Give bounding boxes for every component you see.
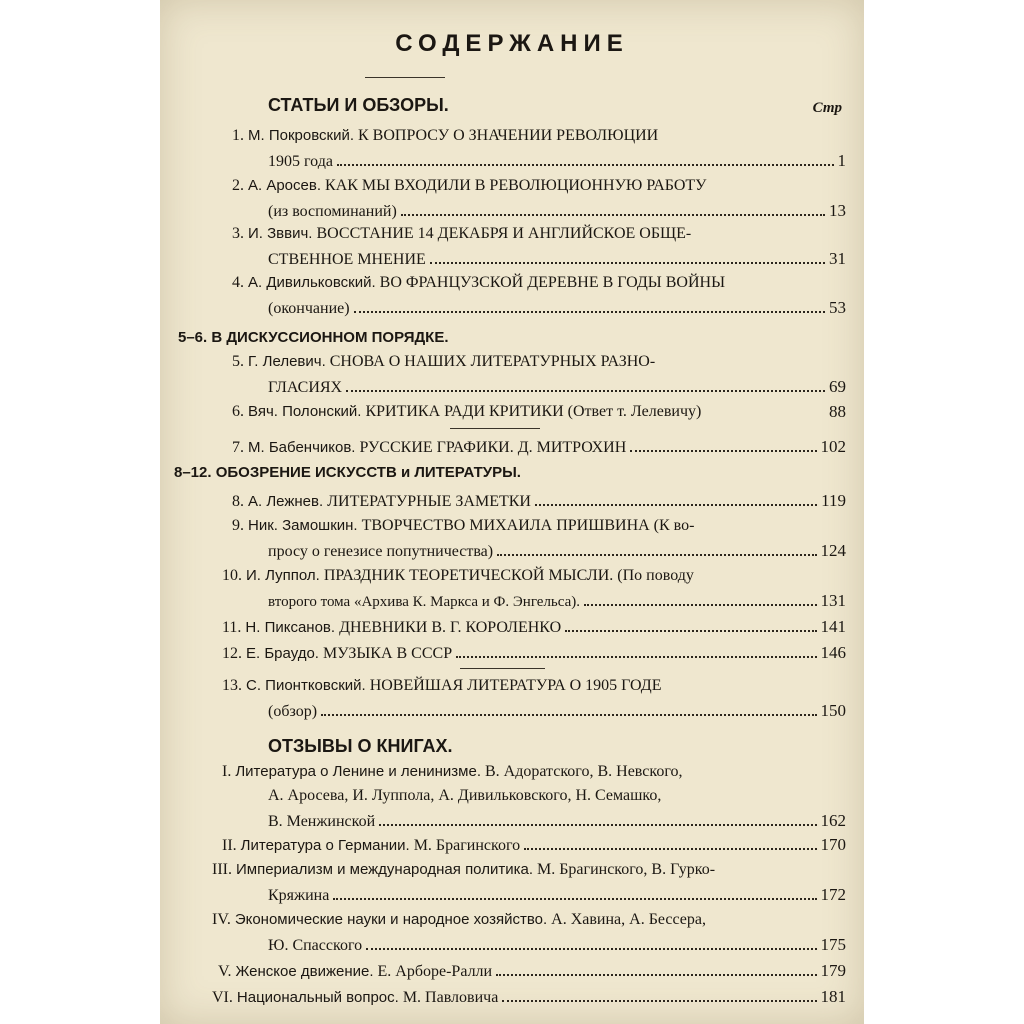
entry-title-cont: просу о генезисе попутничества) xyxy=(268,543,494,560)
review-number: I. xyxy=(222,763,232,780)
section-rule xyxy=(460,668,545,669)
toc-entry-5-line1 xyxy=(232,352,655,374)
toc-entry-10-line2 xyxy=(268,590,846,612)
leader-dots xyxy=(354,297,825,313)
entry-page: 119 xyxy=(821,491,846,510)
entry-number: 9. xyxy=(232,517,244,534)
section-arts-heading: 8–12. ОБОЗРЕНИЕ ИСКУССТВ и ЛИТЕРАТУРЫ. xyxy=(174,464,521,481)
review-authors: А. Хавина, А. Бессера, xyxy=(551,911,706,928)
review-page: 172 xyxy=(820,885,846,904)
page-column-label: Стр xyxy=(812,100,842,116)
review-page: 179 xyxy=(820,961,846,980)
entry-title: ТВОРЧЕСТВО МИХАИЛА ПРИШВИНА (К во- xyxy=(361,517,695,534)
entry-author: И. Зввич. xyxy=(248,225,313,242)
toc-entry-4-line1 xyxy=(232,273,725,295)
page-title: СОДЕРЖАНИЕ xyxy=(395,30,629,57)
entry-author: Вяч. Полонский. xyxy=(248,403,362,420)
leader-dots xyxy=(337,150,834,166)
review-topic: Империализм и международная политика. xyxy=(235,861,533,878)
entry-title: РУССКИЕ ГРАФИКИ. Д. МИТРОХИН xyxy=(359,439,627,456)
toc-entry-5-line2 xyxy=(268,376,846,398)
review-page: 170 xyxy=(820,835,846,854)
entry-page: 13 xyxy=(829,201,846,220)
entry-title: ЛИТЕРАТУРНЫЕ ЗАМЕТКИ xyxy=(327,493,531,510)
entry-number: 2. xyxy=(232,177,244,194)
toc-entry-2-line2 xyxy=(268,200,846,222)
review-authors-cont: Кряжина xyxy=(268,887,330,904)
review-authors: В. Адоратского, В. Невского, xyxy=(485,763,683,780)
entry-author: М. Бабенчиков. xyxy=(248,439,356,456)
toc-entry-13-line1 xyxy=(222,676,661,698)
leader-dots xyxy=(535,490,817,506)
entry-author: Ник. Замошкин. xyxy=(248,517,358,534)
entry-number: 5. xyxy=(232,353,244,370)
entry-title-cont: СТВЕННОЕ МНЕНИЕ xyxy=(268,251,426,268)
entry-page: 53 xyxy=(829,298,846,317)
entry-title: НОВЕЙШАЯ ЛИТЕРАТУРА О 1905 ГОДЕ xyxy=(369,677,662,694)
review-number: III. xyxy=(212,861,232,878)
review-authors: М. Брагинского xyxy=(413,837,521,854)
leader-dots xyxy=(497,540,816,556)
entry-title: КАК МЫ ВХОДИЛИ В РЕВОЛЮЦИОННУЮ РАБОТУ xyxy=(325,177,707,194)
leader-dots xyxy=(430,248,825,264)
entry-page: 146 xyxy=(820,643,846,662)
section-articles-heading: СТАТЬИ И ОБЗОРЫ. xyxy=(268,95,449,115)
toc-entry-12 xyxy=(222,642,846,664)
review-authors: М. Брагинского, В. Гурко- xyxy=(536,861,716,878)
review-page: 162 xyxy=(820,811,846,830)
entry-page: 131 xyxy=(820,591,846,610)
entry-author: А. Дивильковский. xyxy=(248,274,376,291)
entry-title: ВО ФРАНЦУЗСКОЙ ДЕРЕВНЕ В ГОДЫ ВОЙНЫ xyxy=(379,274,726,291)
leader-dots xyxy=(584,590,816,606)
review-number: IV. xyxy=(212,911,231,928)
entry-author: Г. Лелевич. xyxy=(248,353,326,370)
entry-title: СНОВА О НАШИХ ЛИТЕРАТУРНЫХ РАЗНО- xyxy=(329,353,656,370)
review-5 xyxy=(218,960,846,982)
leader-dots xyxy=(379,810,816,826)
entry-page: 31 xyxy=(829,249,846,268)
entry-title-cont: (окончание) xyxy=(268,300,350,317)
review-number: V. xyxy=(218,963,232,980)
review-topic: Литература о Ленине и ленинизме. xyxy=(235,763,481,780)
entry-number: 1. xyxy=(232,127,244,144)
review-topic: Экономические науки и народное хозяйство. xyxy=(234,911,548,928)
entry-title-cont: 1905 года xyxy=(268,153,333,170)
entry-number: 4. xyxy=(232,274,244,291)
review-6 xyxy=(212,986,846,1008)
toc-entry-3-line1 xyxy=(232,224,691,246)
section-reviews-heading: ОТЗЫВЫ О КНИГАХ. xyxy=(268,736,453,756)
entry-title: ПРАЗДНИК ТЕОРЕТИЧЕСКОЙ МЫСЛИ. (По поводу xyxy=(323,567,694,584)
entry-author: Е. Браудо. xyxy=(246,645,319,662)
toc-entry-11 xyxy=(222,616,846,638)
toc-entry-3-line2 xyxy=(268,248,846,270)
entry-author: А. Аросев. xyxy=(248,177,322,194)
toc-entry-6 xyxy=(232,402,701,424)
entry-number: 13. xyxy=(222,677,242,694)
entry-title-cont: (обзор) xyxy=(268,703,318,720)
leader-dots xyxy=(502,986,816,1002)
toc-entry-4-line2 xyxy=(268,297,846,319)
entry-author: И. Луппол. xyxy=(246,567,320,584)
review-3-line2 xyxy=(268,884,846,906)
review-2 xyxy=(222,834,846,856)
review-page: 181 xyxy=(820,987,846,1006)
toc-entry-9-line2 xyxy=(268,540,846,562)
leader-dots xyxy=(321,700,816,716)
entry-title: К ВОПРОСУ О ЗНАЧЕНИИ РЕВОЛЮЦИИ xyxy=(358,127,659,144)
entry-number: 12. xyxy=(222,645,242,662)
leader-dots xyxy=(565,616,816,632)
review-page: 175 xyxy=(820,935,846,954)
review-authors-cont: А. Аросева, И. Луппола, А. Дивильковского, Н. Семашко, xyxy=(268,787,662,804)
entry-number: 8. xyxy=(232,493,244,510)
review-number: II. xyxy=(222,837,237,854)
toc-entry-9-line1 xyxy=(232,516,694,538)
leader-dots xyxy=(456,642,816,658)
entry-author: А. Лежнев. xyxy=(248,493,324,510)
review-1-line2 xyxy=(268,786,661,808)
entry-author: М. Покровский. xyxy=(248,127,354,144)
review-topic: Литература о Германии. xyxy=(240,837,410,854)
review-authors: Е. Арборе-Ралли xyxy=(377,963,493,980)
review-topic: Женское движение. xyxy=(235,963,374,980)
entry-title-cont: второго тома «Архива К. Маркса и Ф. Энгельса). xyxy=(268,594,581,610)
review-1-line3 xyxy=(268,810,846,832)
toc-entry-10-line1 xyxy=(222,566,694,588)
review-1-line1 xyxy=(222,762,682,784)
toc-entry-6-page: 88 xyxy=(829,402,846,421)
review-topic: Национальный вопрос. xyxy=(236,989,399,1006)
entry-number: 10. xyxy=(222,567,242,584)
toc-entry-13-line2 xyxy=(268,700,846,722)
review-authors: М. Павловича xyxy=(402,989,499,1006)
title-rule xyxy=(365,77,445,78)
entry-author: Н. Пиксанов. xyxy=(245,619,336,636)
review-4-line2 xyxy=(268,934,846,956)
entry-number: 6. xyxy=(232,403,244,420)
entry-title-cont: ГЛАСИЯХ xyxy=(268,379,343,396)
entry-title: ВОССТАНИЕ 14 ДЕКАБРЯ И АНГЛИЙСКОЕ ОБЩЕ- xyxy=(316,225,692,242)
toc-entry-1-line1 xyxy=(232,126,658,148)
leader-dots xyxy=(401,200,825,216)
entry-page: 141 xyxy=(820,617,846,636)
review-number: VI. xyxy=(212,989,233,1006)
toc-entry-2-line1 xyxy=(232,176,707,198)
section-discussion-heading: 5–6. В ДИСКУССИОННОМ ПОРЯДКЕ. xyxy=(178,329,449,346)
entry-title-cont: (из воспоминаний) xyxy=(268,203,397,220)
leader-dots xyxy=(333,884,816,900)
entry-author: С. Пионтковский. xyxy=(246,677,366,694)
review-authors-cont: Ю. Спасского xyxy=(268,937,363,954)
entry-title: ДНЕВНИКИ В. Г. КОРОЛЕНКО xyxy=(339,619,562,636)
section-rule xyxy=(450,428,540,429)
leader-dots xyxy=(496,960,816,976)
toc-entry-7 xyxy=(232,436,846,458)
entry-page: 124 xyxy=(820,541,846,560)
review-4-line1 xyxy=(212,910,706,932)
document-page xyxy=(160,0,864,1024)
entry-title: МУЗЫКА В СССР xyxy=(322,645,453,662)
toc-entry-1-line2 xyxy=(268,150,846,172)
leader-dots xyxy=(346,376,825,392)
toc-entry-8 xyxy=(232,490,846,512)
review-authors-cont: В. Менжинской xyxy=(268,813,376,830)
entry-title: КРИТИКА РАДИ КРИТИКИ (Ответ т. Лелевичу) xyxy=(365,403,702,420)
entry-page: 1 xyxy=(837,151,846,170)
entry-page: 69 xyxy=(829,377,846,396)
review-3-line1 xyxy=(212,860,715,882)
leader-dots xyxy=(630,436,816,452)
entry-number: 3. xyxy=(232,225,244,242)
leader-dots xyxy=(524,834,816,850)
entry-number: 11. xyxy=(222,619,242,636)
entry-number: 7. xyxy=(232,439,244,456)
entry-page: 150 xyxy=(820,701,846,720)
leader-dots xyxy=(366,934,816,950)
entry-page: 102 xyxy=(820,437,846,456)
